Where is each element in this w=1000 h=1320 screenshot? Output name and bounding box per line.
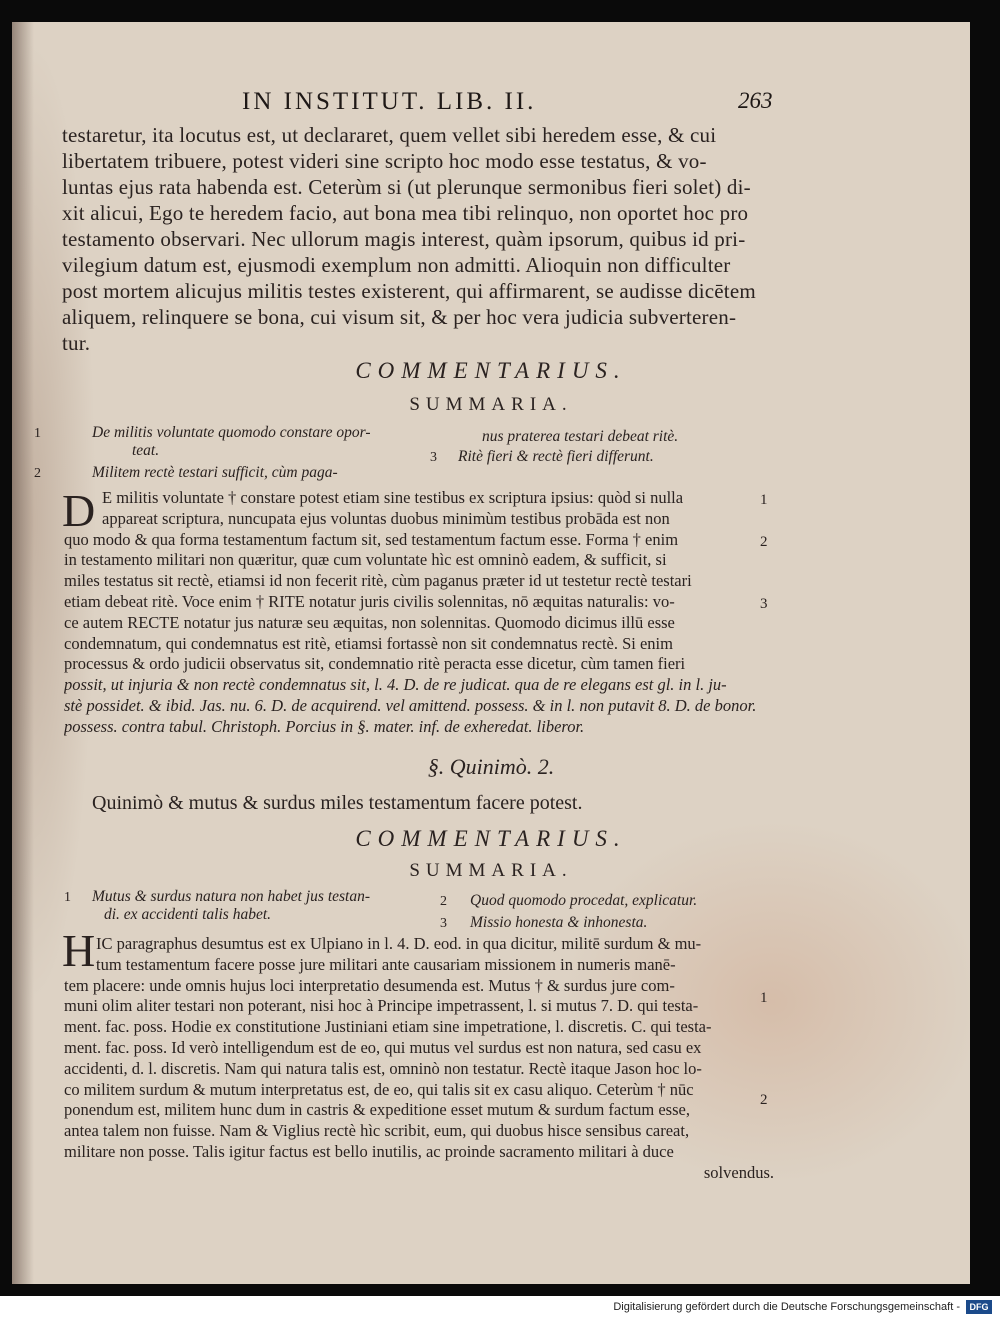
commentary-text [64, 934, 784, 1184]
summary-item [92, 424, 371, 460]
text-line: appareat scriptura, nuncupata ejus voluntas duobus minimùm testibus probāda est non [102, 508, 670, 528]
main-text [62, 122, 782, 356]
summary-line: nus praterea testari debeat ritè. [482, 428, 679, 445]
text-line: militare non posse. Talis igitur factus est bello inutilis, ac proinde sacramento militari à duce [64, 1141, 674, 1161]
text-line: tem placere: unde omnis hujus loci interpretatio desumenda est. Mutus † & surdus jure com- [64, 975, 675, 995]
summary-number: 2 [440, 894, 447, 909]
text-line: ment. fac. poss. Id verò intelligendum est de eo, qui mutus vel surdus est non natura, sed casu ex [64, 1037, 702, 1057]
summary-number: 1 [34, 426, 41, 441]
text-line: vilegium datum est, ejusmodi exemplum non admitti. Alioquin non difficulter [62, 253, 731, 277]
text-line: ment. fac. poss. Hodie ex constitutione Justiniani etiam sine impetratione, l. discretis. C. qui testa- [64, 1017, 712, 1037]
text-line: tum testamentum facere posse jure militari ante causariam missionem in numeris manē- [96, 954, 676, 974]
text-line: ponendum est, militem hunc dum in castris & expeditione esset mutum & surdum factum esse, [64, 1100, 690, 1120]
summary-line: Ritè fieri & rectè fieri differunt. [458, 448, 654, 465]
text-line: solvendus. [703, 1162, 774, 1182]
summary-line: Missio honesta & inhonesta. [470, 914, 648, 931]
commentarius-heading: COMMENTARIUS. [355, 826, 627, 851]
text-line: libertatem tribuere, potest videri sine scripto hoc modo esse testatus, & vo- [62, 149, 707, 173]
running-head: IN INSTITUT. LIB. II. [242, 88, 537, 115]
commentarius-heading: COMMENTARIUS. [355, 358, 627, 383]
text-line: testaretur, ita locutus est, ut declararet, quem vellet sibi heredem esse, & cui [62, 123, 717, 147]
funding-notice: Digitalisierung gefördert durch die Deutsche Forschungsgemeinschaft - [613, 1301, 960, 1313]
margin-number: 1 [760, 492, 768, 508]
drop-cap: D [62, 485, 96, 536]
summary-item [458, 448, 654, 466]
text-line: tur. [62, 331, 91, 355]
summary-item [470, 914, 647, 932]
text-line: possess. contra tabul. Christoph. Porcius in §. mater. inf. de exheredat. liberor. [64, 716, 585, 736]
summary-line: Militem rectè testari sufficit, cùm paga- [92, 464, 338, 481]
summary-line: Quod quomodo procedat, explicatur. [470, 892, 698, 909]
text-line: antea talem non fuisse. Nam & Viglius rectè hìc scribit, eum, qui duobus hisce sensibus careat, [64, 1121, 690, 1141]
summary-line: teat. [132, 442, 160, 459]
summary-item [482, 428, 678, 446]
text-line: co militem surdum & mutum interpretatus est, de eo, qui talis sit ex casu aliquo. Ceterùm † nūc [64, 1079, 694, 1099]
summary-line: De militis voluntate quomodo constare opor- [92, 424, 371, 441]
text-line: possit, ut injuria & non rectè condemnatus sit, l. 4. D. de re judicat. qua de re elegans est gl. in l. ju- [64, 675, 727, 695]
text-line: in testamento militari non quæritur, quæ cum voluntate hìc est omninò eadem, & sufficit, si [64, 550, 667, 570]
text-line: luntas ejus rata habenda est. Ceterùm si (ut plerunque sermonibus fieri solet) di- [62, 175, 751, 199]
text-line: quo modo & qua forma testamentum factum sit, sed testamentum factum esse. Forma † enim [64, 529, 679, 549]
text-line: processus & ordo judicii observatus sit, condemnatio ritè peracta esse dicetur, cùm tamen fieri [64, 654, 686, 674]
margin-number: 3 [760, 596, 768, 612]
summary-item [470, 892, 697, 910]
summary-item [92, 888, 370, 924]
dfg-logo: DFG [966, 1300, 992, 1314]
margin-number: 1 [760, 990, 768, 1006]
gutter-shadow [12, 22, 34, 1284]
summaria-heading: SUMMARIA. [409, 860, 573, 881]
text-line: testamento observari. Nec ullorum magis interest, quàm ipsorum, quibus id pri- [62, 227, 746, 251]
text-line: stè possidet. & ibid. Jas. nu. 6. D. de acquirend. vel amittend. possess. & in l. non putavit 8. D. de bonor. [64, 695, 757, 715]
summaria-heading: SUMMARIA. [409, 394, 573, 415]
summary-line: di. ex accidenti talis habet. [104, 906, 272, 923]
page-number: 263 [738, 88, 773, 113]
text-line: aliquem, relinquere se bona, cui visum sit, & per hoc vera judicia subverteren- [62, 305, 737, 329]
text-line: ce autem RECTE notatur jus naturæ seu æquitas, non solennitas. Quomodo dicimus illū esse [64, 612, 675, 632]
text-line: IC paragraphus desumtus est ex Ulpiano in l. 4. D. eod. in qua dicitur, militē surdum & mu- [96, 934, 702, 953]
summary-number: 3 [440, 916, 447, 931]
commentary-text [62, 485, 784, 738]
text-line: muni olim aliter testari non poterant, nisi hoc à Principe impetrassent, l. si mutus 7. D. qui testa- [64, 996, 699, 1016]
text-line: accidenti, d. l. discretis. Nam qui natura talis est, omninò non testatur. Rectè itaque Jason hoc lo- [64, 1058, 702, 1078]
paragraph-heading: §. Quinimò. 2. [427, 754, 555, 779]
summary-line: Mutus & surdus natura non habet jus testan- [92, 888, 371, 905]
text-line: xit alicui, Ego te heredem facio, aut bona mea tibi relinquo, non oportet hoc pro [62, 201, 749, 225]
margin-number: 2 [760, 1092, 768, 1108]
summary-item [92, 464, 338, 482]
text-line: E militis voluntate † constare potest etiam sine testibus ex scriptura ipsius: quòd si nulla [102, 488, 684, 507]
paragraph-text: Quinimò & mutus & surdus miles testamentum facere potest. [92, 792, 583, 814]
text-line: etiam debeat ritè. Voce enim † RITE notatur juris civilis solennitas, nō æquitas naturalis: vo- [64, 591, 675, 611]
book-page [12, 22, 970, 1284]
text-line: miles testatus sit rectè, etiamsi id non fecerit ritè, cùm paganus præter id ut testetur rectè testari [64, 571, 692, 591]
margin-number: 2 [760, 534, 768, 550]
text-line: post mortem alicujus militis testes existerent, qui affirmarent, se audisse dicētem [62, 279, 756, 303]
summary-number: 3 [430, 450, 437, 465]
summary-number: 1 [64, 890, 71, 905]
drop-cap: H [62, 925, 96, 976]
summary-number: 2 [34, 466, 41, 481]
text-line: condemnatum, qui condemnatus est ritè, etiamsi fortassè non sit condemnatus rectè. Si enim [64, 633, 673, 653]
footer-bar [0, 1296, 1000, 1320]
